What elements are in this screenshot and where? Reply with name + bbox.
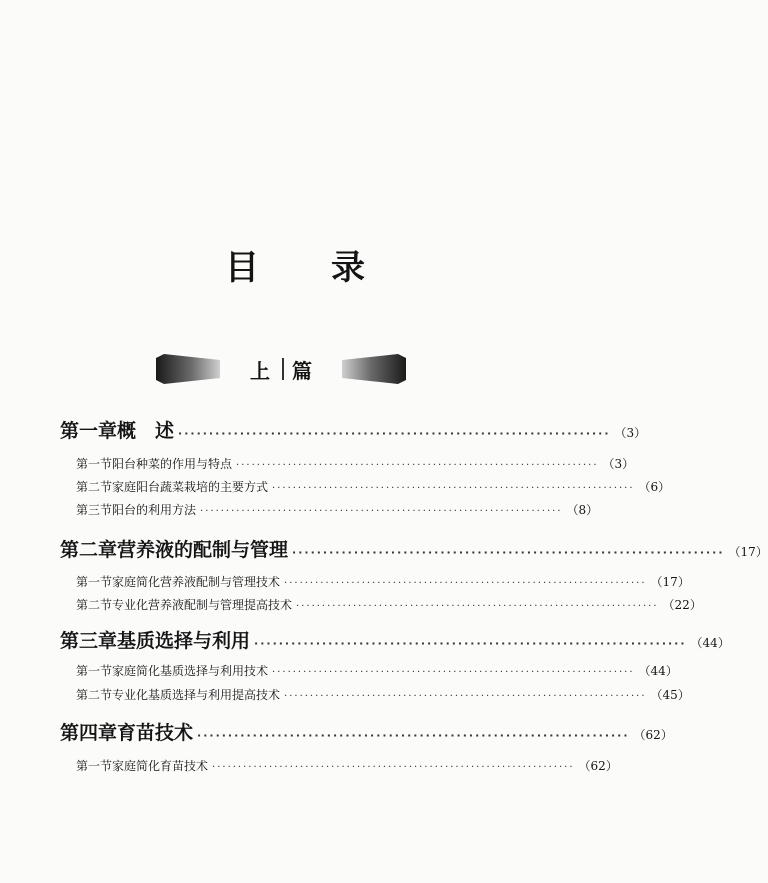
part-banner — [150, 352, 412, 386]
section-name: 专业化营养液配制与管理提高技术 — [112, 598, 293, 612]
chapter-page-number: （17） — [728, 545, 768, 559]
section-name: 专业化基质选择与利用提高技术 — [112, 688, 281, 702]
dot-leader: ······································································ — [197, 729, 630, 742]
section-name: 家庭简化基质选择与利用技术 — [112, 664, 269, 678]
dot-leader: ······································································ — [236, 460, 599, 471]
section-page-number: （44） — [638, 664, 678, 678]
dot-leader: ······································································ — [284, 578, 647, 589]
chapter-entry — [60, 535, 768, 562]
section-page-number: （8） — [566, 503, 599, 517]
dot-leader: ······································································ — [284, 691, 647, 702]
section-page-number: （6） — [638, 480, 671, 494]
chapter-name: 营养液的配制与管理 — [117, 539, 289, 561]
section-name: 阳台的利用方法 — [112, 503, 197, 517]
chapter-name: 育苗技术 — [117, 722, 194, 744]
toc-title-char-2: 录 — [331, 248, 365, 288]
section-name: 阳台种菜的作用与特点 — [112, 457, 233, 471]
section-entry — [76, 596, 702, 613]
dot-leader: ······································································ — [292, 546, 725, 559]
section-number: 第二节 — [76, 688, 113, 702]
dot-leader: ······································································ — [272, 667, 635, 678]
section-page-number: （22） — [662, 598, 702, 612]
section-page-number: （3） — [602, 457, 635, 471]
section-entry — [76, 662, 678, 679]
chapter-number: 第一章 — [60, 420, 118, 442]
section-number: 第一节 — [76, 457, 113, 471]
section-page-number: （45） — [650, 688, 690, 702]
chapter-page-number: （44） — [690, 636, 730, 650]
dot-leader: ······································································ — [296, 601, 659, 612]
dot-leader: ······································································ — [254, 637, 687, 650]
chapter-entry — [60, 718, 673, 745]
section-entry — [76, 757, 618, 774]
chapter-number: 第四章 — [60, 722, 118, 744]
dot-leader: ······································································ — [200, 506, 563, 517]
chapter-name: 概 述 — [117, 420, 175, 442]
section-page-number: （17） — [650, 575, 690, 589]
chapter-page-number: （62） — [633, 728, 673, 742]
chapter-entry — [60, 626, 730, 653]
section-name: 家庭简化育苗技术 — [112, 759, 209, 773]
toc-title-char-1: 目 — [225, 248, 259, 288]
section-entry — [76, 501, 599, 518]
part-label — [150, 352, 412, 386]
section-number: 第一节 — [76, 664, 113, 678]
section-name: 家庭简化营养液配制与管理技术 — [112, 575, 281, 589]
dot-leader: ······································································ — [178, 427, 611, 440]
part-label-divider — [282, 358, 284, 380]
part-label-char-2: 篇 — [292, 358, 312, 383]
section-number: 第二节 — [76, 598, 113, 612]
section-page-number: （62） — [578, 759, 618, 773]
section-number: 第一节 — [76, 575, 113, 589]
dot-leader: ······································································ — [212, 762, 575, 773]
dot-leader: ······································································ — [272, 483, 635, 494]
section-number: 第一节 — [76, 759, 113, 773]
section-number: 第三节 — [76, 503, 113, 517]
section-name: 家庭阳台蔬菜栽培的主要方式 — [112, 480, 269, 494]
chapter-number: 第三章 — [60, 630, 118, 652]
section-entry — [76, 455, 635, 472]
chapter-page-number: （3） — [614, 426, 647, 440]
section-entry — [76, 573, 690, 590]
section-number: 第二节 — [76, 480, 113, 494]
chapter-name: 基质选择与利用 — [117, 630, 251, 652]
part-label-char-1: 上 — [250, 358, 270, 383]
chapter-number: 第二章 — [60, 539, 118, 561]
toc-title — [0, 240, 590, 289]
section-entry — [76, 478, 671, 495]
section-entry — [76, 686, 690, 703]
chapter-entry — [60, 416, 647, 443]
